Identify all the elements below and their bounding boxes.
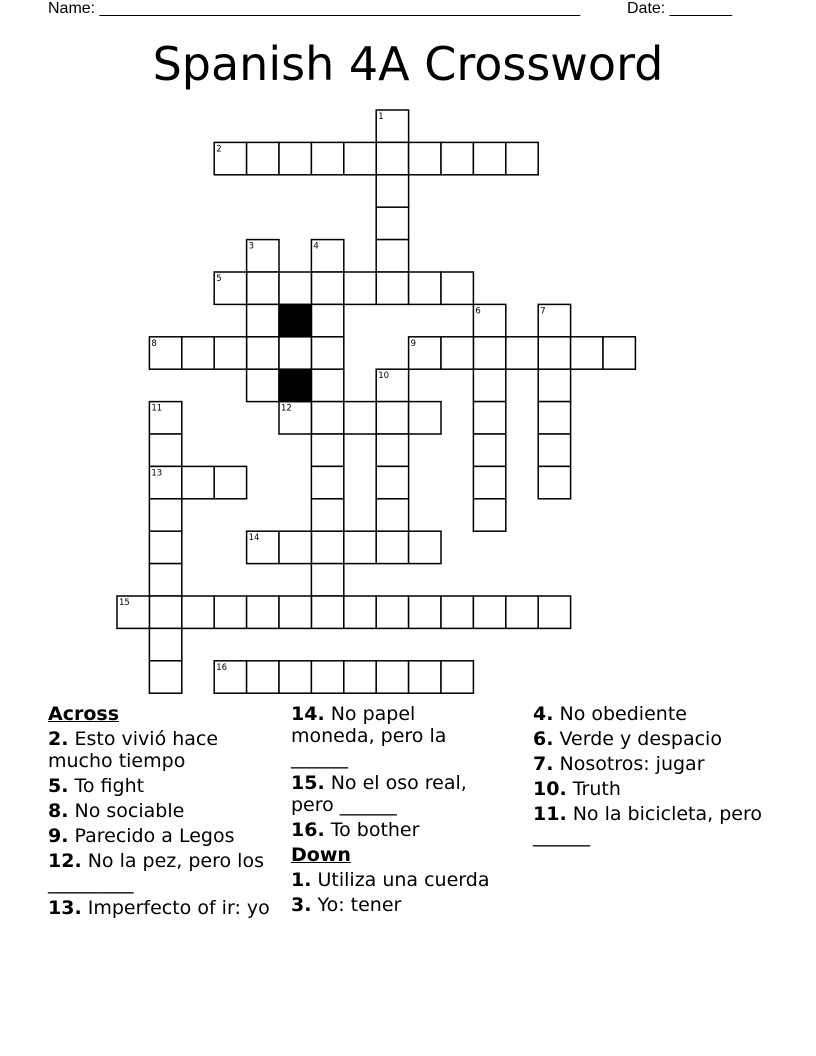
grid-cell[interactable] <box>311 466 343 498</box>
grid-cell[interactable] <box>311 142 343 174</box>
down-heading: Down <box>291 844 351 866</box>
grid-clue-number: 10 <box>378 371 390 382</box>
grid-cell[interactable] <box>376 661 408 693</box>
grid-cell[interactable] <box>311 304 343 336</box>
grid-cell[interactable] <box>311 272 343 304</box>
grid-clue-number: 16 <box>216 662 228 673</box>
grid-cell[interactable] <box>311 564 343 596</box>
clue-across-12: 12. No la pez, pero los _________ <box>48 850 264 894</box>
grid-cell[interactable] <box>409 531 441 563</box>
grid-cell[interactable] <box>473 596 505 628</box>
grid-clue-number: 5 <box>216 274 222 284</box>
grid-cell[interactable] <box>376 499 408 531</box>
grid-cell[interactable] <box>311 661 343 693</box>
grid-cell[interactable] <box>441 142 473 174</box>
clue-across-14: 14. No papel moneda, pero la ______ <box>291 703 447 769</box>
grid-cell[interactable] <box>182 337 214 369</box>
grid-cell[interactable] <box>506 142 538 174</box>
grid-cell[interactable] <box>376 531 408 563</box>
grid-cell[interactable] <box>441 337 473 369</box>
grid-cell[interactable] <box>473 369 505 401</box>
grid-cell[interactable] <box>311 531 343 563</box>
grid-cell[interactable] <box>344 402 376 434</box>
name-field-label[interactable]: Name: ______________________________________________________ <box>48 0 581 17</box>
clue-down-11: 11. No la bicicleta, pero ______ <box>533 803 762 847</box>
grid-cell[interactable] <box>149 499 181 531</box>
clue-across-9: 9. Parecido a Legos <box>48 825 235 847</box>
grid-cell[interactable] <box>538 434 570 466</box>
grid-clue-number: 7 <box>540 306 546 317</box>
grid-clue-number: 15 <box>119 598 130 608</box>
clue-across-16: 16. To bother <box>291 819 420 841</box>
grid-cell[interactable] <box>376 142 408 174</box>
grid-cell[interactable] <box>473 466 505 498</box>
grid-cell[interactable] <box>279 337 311 369</box>
grid-cell[interactable] <box>344 661 376 693</box>
grid-cell[interactable] <box>506 596 538 628</box>
grid-cell[interactable] <box>376 175 408 207</box>
clues-column-3 <box>533 703 763 850</box>
grid-cell[interactable] <box>247 337 279 369</box>
grid-cell[interactable] <box>441 272 473 304</box>
grid-cell[interactable] <box>441 661 473 693</box>
grid-cell[interactable] <box>149 531 181 563</box>
grid-cell[interactable] <box>214 466 246 498</box>
clue-down-10: 10. Truth <box>533 778 621 800</box>
grid-cell[interactable] <box>279 661 311 693</box>
grid-cell[interactable] <box>311 369 343 401</box>
grid-cell[interactable] <box>182 466 214 498</box>
clue-across-13: 13. Imperfecto of ir: yo <box>48 897 270 919</box>
grid-cell[interactable] <box>311 402 343 434</box>
grid-cell[interactable] <box>311 499 343 531</box>
grid-cell[interactable] <box>538 337 570 369</box>
grid-clue-number: 3 <box>248 241 255 252</box>
clue-down-1: 1. Utiliza una cuerda <box>291 869 490 891</box>
grid-cell[interactable] <box>149 564 181 596</box>
grid-cell[interactable] <box>311 337 343 369</box>
grid-cell[interactable] <box>506 337 538 369</box>
grid-cell[interactable] <box>247 304 279 336</box>
grid-cell[interactable] <box>344 531 376 563</box>
grid-cell[interactable] <box>409 661 441 693</box>
grid-cell[interactable] <box>473 402 505 434</box>
grid-cell[interactable] <box>538 369 570 401</box>
grid-cell[interactable] <box>149 434 181 466</box>
clue-down-6: 6. Verde y despacio <box>533 728 722 750</box>
grid-cell[interactable] <box>247 596 279 628</box>
grid-clue-number: 4 <box>313 241 319 252</box>
clue-down-3: 3. Yo: tener <box>291 894 402 916</box>
grid-cell[interactable] <box>538 402 570 434</box>
grid-cell[interactable] <box>473 337 505 369</box>
grid-cell[interactable] <box>409 402 441 434</box>
grid-cell[interactable] <box>473 142 505 174</box>
grid-clue-number: 9 <box>410 338 417 349</box>
grid-cell[interactable] <box>279 531 311 563</box>
grid-cell[interactable] <box>473 434 505 466</box>
grid-cell[interactable] <box>376 434 408 466</box>
grid-cell[interactable] <box>409 142 441 174</box>
grid-cell[interactable] <box>214 337 246 369</box>
grid-clue-number: 8 <box>151 338 157 349</box>
grid-cell[interactable] <box>247 142 279 174</box>
grid-cell[interactable] <box>473 499 505 531</box>
grid-cell[interactable] <box>182 596 214 628</box>
grid-cell[interactable] <box>409 596 441 628</box>
grid-cell[interactable] <box>214 596 246 628</box>
grid-cell[interactable] <box>441 596 473 628</box>
grid-cell[interactable] <box>376 596 408 628</box>
grid-cell[interactable] <box>311 434 343 466</box>
grid-cell[interactable] <box>247 661 279 693</box>
grid-clue-number: 6 <box>475 306 481 317</box>
grid-cell[interactable] <box>538 466 570 498</box>
grid-cell[interactable] <box>149 628 181 660</box>
grid-block-cell <box>279 304 311 336</box>
clue-across-15: 15. No el oso real, pero ______ <box>291 772 467 816</box>
date-field-label[interactable]: Date: _______ <box>627 0 732 17</box>
grid-cell[interactable] <box>149 596 181 628</box>
grid-cell[interactable] <box>247 369 279 401</box>
grid-cell[interactable] <box>571 337 603 369</box>
clue-across-2: 2. Esto vivió hace mucho tiempo <box>48 728 219 772</box>
grid-cell[interactable] <box>376 402 408 434</box>
grid-cell[interactable] <box>344 596 376 628</box>
grid-clue-number: 11 <box>151 403 163 414</box>
grid-cell[interactable] <box>376 466 408 498</box>
clue-across-8: 8. No sociable <box>48 800 185 822</box>
grid-cell[interactable] <box>376 240 408 272</box>
page-title: Spanish 4A Crossword <box>152 37 664 91</box>
grid-clue-number: 14 <box>248 533 260 544</box>
grid-cell[interactable] <box>376 272 408 304</box>
grid-clue-number: 1 <box>378 112 384 122</box>
grid-cell[interactable] <box>311 596 343 628</box>
grid-cell[interactable] <box>344 272 376 304</box>
clue-across-5: 5. To fight <box>48 775 145 797</box>
clue-down-4: 4. No obediente <box>533 703 687 725</box>
grid-cell[interactable] <box>279 142 311 174</box>
clues-column-2 <box>291 703 501 919</box>
grid-cell[interactable] <box>149 661 181 693</box>
grid-clue-number: 13 <box>151 468 163 479</box>
grid-cell[interactable] <box>376 207 408 239</box>
clues-column-1 <box>48 703 273 922</box>
grid-cell[interactable] <box>603 337 635 369</box>
grid-clue-number: 12 <box>281 403 292 414</box>
grid-cell[interactable] <box>279 272 311 304</box>
grid-clue-number: 2 <box>216 144 222 155</box>
grid-cell[interactable] <box>279 596 311 628</box>
grid-block-cell <box>279 369 311 401</box>
grid-cell[interactable] <box>247 272 279 304</box>
grid-cell[interactable] <box>538 596 570 628</box>
across-heading: Across <box>48 703 120 725</box>
grid-cell[interactable] <box>344 142 376 174</box>
clue-down-7: 7. Nosotros: jugar <box>533 753 705 775</box>
grid-cell[interactable] <box>409 272 441 304</box>
